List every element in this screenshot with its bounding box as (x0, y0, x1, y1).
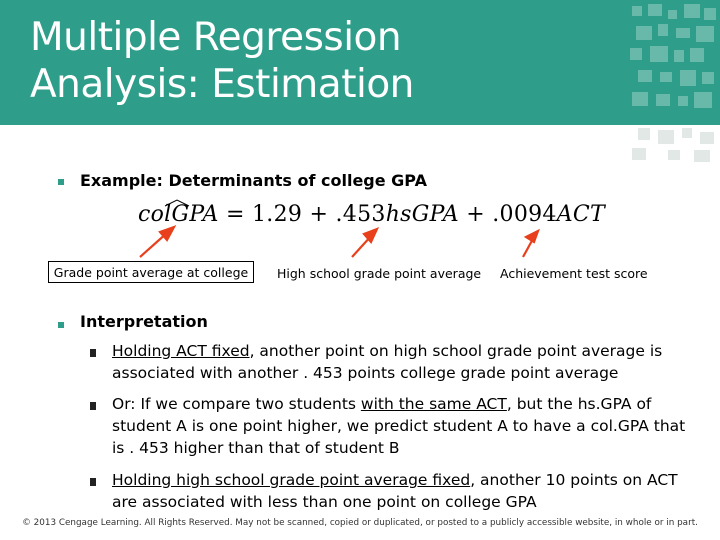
sub2-underline: with the same ACT (360, 395, 507, 413)
label-act: Achievement test score (500, 266, 648, 281)
sub-bullet-marker (90, 349, 96, 357)
title-line-2: Analysis: Estimation (30, 62, 414, 107)
sub-bullet-marker (90, 478, 96, 486)
sub3-text: , another 10 points on ACT are associated with less than one point on college GPA (112, 471, 678, 511)
label-hs-gpa: High school grade point average (277, 266, 482, 281)
eq-coef-hsgpa: .453 (335, 202, 386, 227)
copyright-footer: © 2013 Cengage Learning. All Rights Reserved. May not be scanned, copied or duplicated, or posted to a publicly accessible website, in whole or in part. (22, 518, 698, 528)
sub2-text: , but the hs.GPA of student A is one point higher, we predict student A to have a col.GPA that is . 453 higher than that of student B (112, 395, 686, 457)
bullet-interpretation: Interpretation (80, 312, 208, 331)
sub2-pre: Or: If we compare two students (112, 395, 361, 413)
bullet-example: Example: Determinants of college GPA (80, 171, 427, 190)
eq-plus-1: + (302, 202, 336, 227)
sub-bullet-marker (90, 402, 96, 410)
sub-bullet-1 (112, 340, 692, 384)
title-line-1: Multiple Regression (30, 15, 402, 60)
label-college-gpa: Grade point average at college (48, 261, 254, 283)
eq-coef-act: .0094 (492, 202, 557, 227)
sub1-underline: Holding ACT fixed (112, 342, 250, 360)
bullet-marker (58, 322, 64, 328)
eq-equals: = (218, 202, 252, 227)
eq-var-hsgpa: hsGPA (385, 202, 459, 227)
eq-plus-2: + (458, 202, 493, 227)
eq-intercept: 1.29 (251, 202, 303, 227)
sub3-underline: Holding high school grade point average fixed (112, 471, 471, 489)
eq-lhs: colGPA (138, 202, 219, 227)
sub-bullet-3 (112, 469, 692, 513)
sub1-text: , another point on high school grade point average is associated with another . 453 points college grade point average (112, 342, 663, 382)
sub-bullet-2 (112, 393, 692, 459)
eq-var-act: ACT (556, 202, 606, 227)
